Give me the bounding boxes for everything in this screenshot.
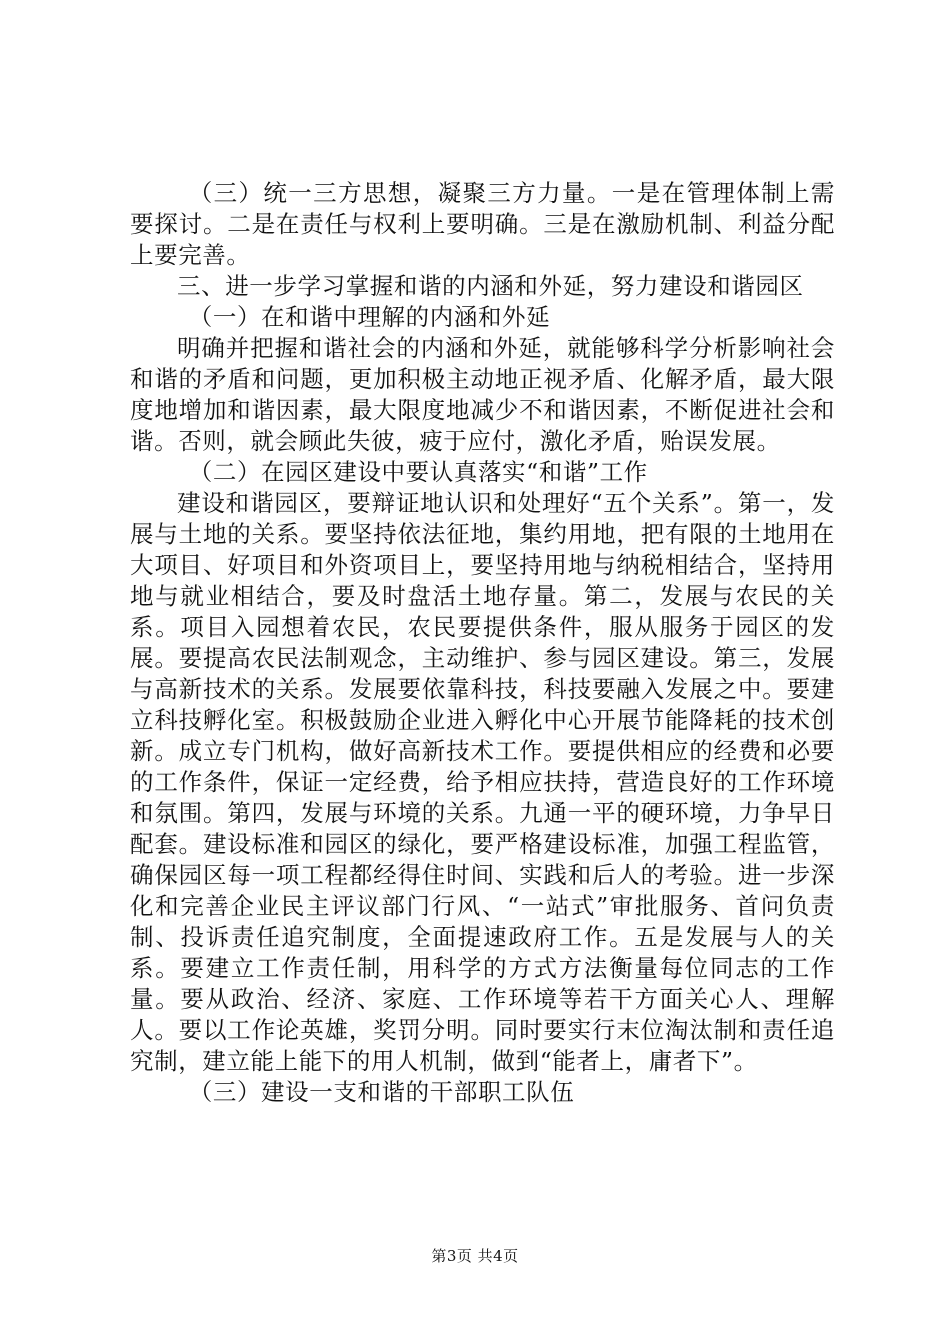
page-number-footer: 第3页 共4页 [431,1247,519,1265]
subheading-park-construction: （二）在园区建设中要认真落实“和谐”工作 [188,458,648,486]
document-body [130,178,835,1108]
subheading-connotation: （一）在和谐中理解的内涵和外延 [188,303,551,331]
paragraph-harmonious-society: 明确并把握和谐社会的内涵和外延，就能够科学分析影响社会和谐的矛盾和问题，更加积极主动地正视矛盾、化解矛盾，最大限度地增加和谐因素，最大限度地减少不和谐因素，不断促进社会和谐。否则，就会顾此失彼，疲于应付，激化矛盾，贻误发展。 [130,334,835,455]
section-heading-harmonious-park: 三、进一步学习掌握和谐的内涵和外延，努力建设和谐园区 [177,272,804,300]
subheading-cadre-team: （三）建设一支和谐的干部职工队伍 [188,1078,575,1106]
paragraph-unify-three-parties: （三）统一三方思想，凝聚三方力量。一是在管理体制上需要探讨。二是在责任与权利上要明确。三是在激励机制、利益分配上要完善。 [130,179,835,269]
paragraph-five-relations: 建设和谐园区，要辩证地认识和处理好“五个关系”。第一，发展与土地的关系。要坚持依法征地，集约用地，把有限的土地用在大项目、好项目和外资项目上，要坚持用地与纳税相结合，坚持用地与就业相结合，要及时盘活土地存量。第二，发展与农民的关系。项目入园想着农民，农民要提供条件，服从服务于园区的发展。要提高农民法制观念，主动维护、参与园区建设。第三，发展与高新技术的关系。发展要依靠科技，科技要融入发展之中。要建立科技孵化室。积极鼓励企业进入孵化中心开展节能降耗的技术创新。成立专门机构，做好高新技术工作。要提供相应的经费和必要的工作条件，保证一定经费，给予相应扶持，营造良好的工作环境和氛围。第四，发展与环境的关系。九通一平的硬环境，力争早日配套。建设标准和园区的绿化，要严格建设标准，加强工程监管，确保园区每一项工程都经得住时间、实践和后人的考验。进一步深化和完善企业民主评议部门行风、“一站式”审批服务、首问负责制、投诉责任追究制度，全面提速政府工作。五是发展与人的关系。要建立工作责任制，用科学的方式方法衡量每位同志的工作量。要从政治、经济、家庭、工作环境等若干方面关心人、理解人。要以工作论英雄，奖罚分明。同时要实行末位淘汰制和责任追究制，建立能上能下的用人机制，做到“能者上，庸者下”。 [130,489,835,1075]
